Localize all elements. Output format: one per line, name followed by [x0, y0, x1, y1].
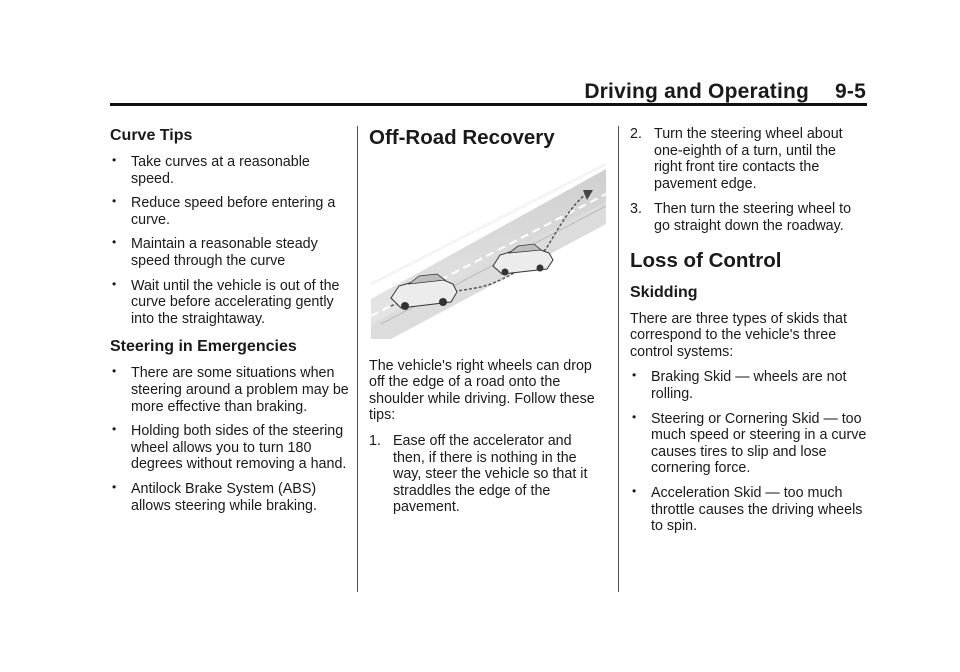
column-3 — [630, 126, 867, 543]
bullet-icon: • — [112, 276, 117, 291]
column-divider-1 — [357, 126, 358, 592]
step-number: 2. — [630, 126, 642, 142]
list-item: • Steering or Cornering Skid — too much speed or steering in a curve causes tires to slip and lose cornering force. — [632, 409, 867, 477]
header-rule — [110, 103, 867, 106]
list-item: • Reduce speed before entering a curve. — [112, 194, 336, 228]
bullet-icon: • — [632, 409, 637, 424]
skidding-heading: Skidding — [630, 283, 698, 301]
page-number: 9-5 — [835, 80, 866, 103]
list-item: • Holding both sides of the steering wheel allows you to turn 180 degrees without removing a hand. — [112, 422, 347, 473]
list-item: • Acceleration Skid — too much throttle causes the driving wheels to spin. — [632, 483, 863, 535]
skidding-intro: There are three types of skids that correspond to the vehicle's three control systems: — [630, 310, 847, 360]
list-item: • Antilock Brake System (ABS) allows steering while braking. — [112, 479, 317, 514]
curve-tips-heading: Curve Tips — [110, 127, 193, 144]
step-number: 1. — [369, 432, 381, 449]
section-title: Driving and Operating — [584, 80, 810, 103]
bullet-icon: • — [112, 153, 117, 167]
list-item: • Braking Skid — wheels are not rolling. — [632, 368, 847, 402]
bullet-icon: • — [112, 364, 117, 379]
bullet-icon: • — [112, 194, 117, 209]
column-1 — [110, 126, 350, 522]
bullet-icon: • — [632, 368, 637, 383]
bullet-icon: • — [112, 235, 117, 250]
loss-of-control-heading: Loss of Control — [630, 248, 782, 272]
column-2 — [369, 126, 606, 525]
list-item: • There are some situations when steering around a problem may be more effective than braking. — [112, 364, 349, 415]
list-item: • Wait until the vehicle is out of the curve before accelerating gently into the straightaway. — [112, 276, 340, 327]
off-road-recovery-heading: Off-Road Recovery — [369, 126, 555, 149]
bullet-icon: • — [632, 483, 637, 498]
list-item: 2. Turn the steering wheel about one-eighth of a turn, until the right front tire contacts the pavement edge. — [630, 126, 843, 192]
bullet-icon: • — [112, 479, 117, 494]
bullet-icon: • — [112, 422, 117, 437]
page-header — [584, 80, 866, 104]
list-item: • Take curves at a reasonable speed. — [112, 153, 310, 187]
list-item: 1. Ease off the accelerator and then, if there is nothing in the way, steer the vehicle so that it straddles the edge of the pavement. — [369, 432, 588, 516]
steering-emergencies-heading: Steering in Emergencies — [110, 338, 297, 356]
column-divider-2 — [618, 126, 619, 592]
off-road-recovery-illustration — [371, 164, 606, 339]
off-road-intro: The vehicle's right wheels can drop off the edge of a road onto the shoulder while driving. Follow these tips: — [369, 357, 595, 424]
step-number: 3. — [630, 201, 642, 218]
list-item: 3. Then turn the steering wheel to go straight down the roadway. — [630, 201, 852, 234]
list-item: • Maintain a reasonable steady speed through the curve — [112, 235, 318, 269]
